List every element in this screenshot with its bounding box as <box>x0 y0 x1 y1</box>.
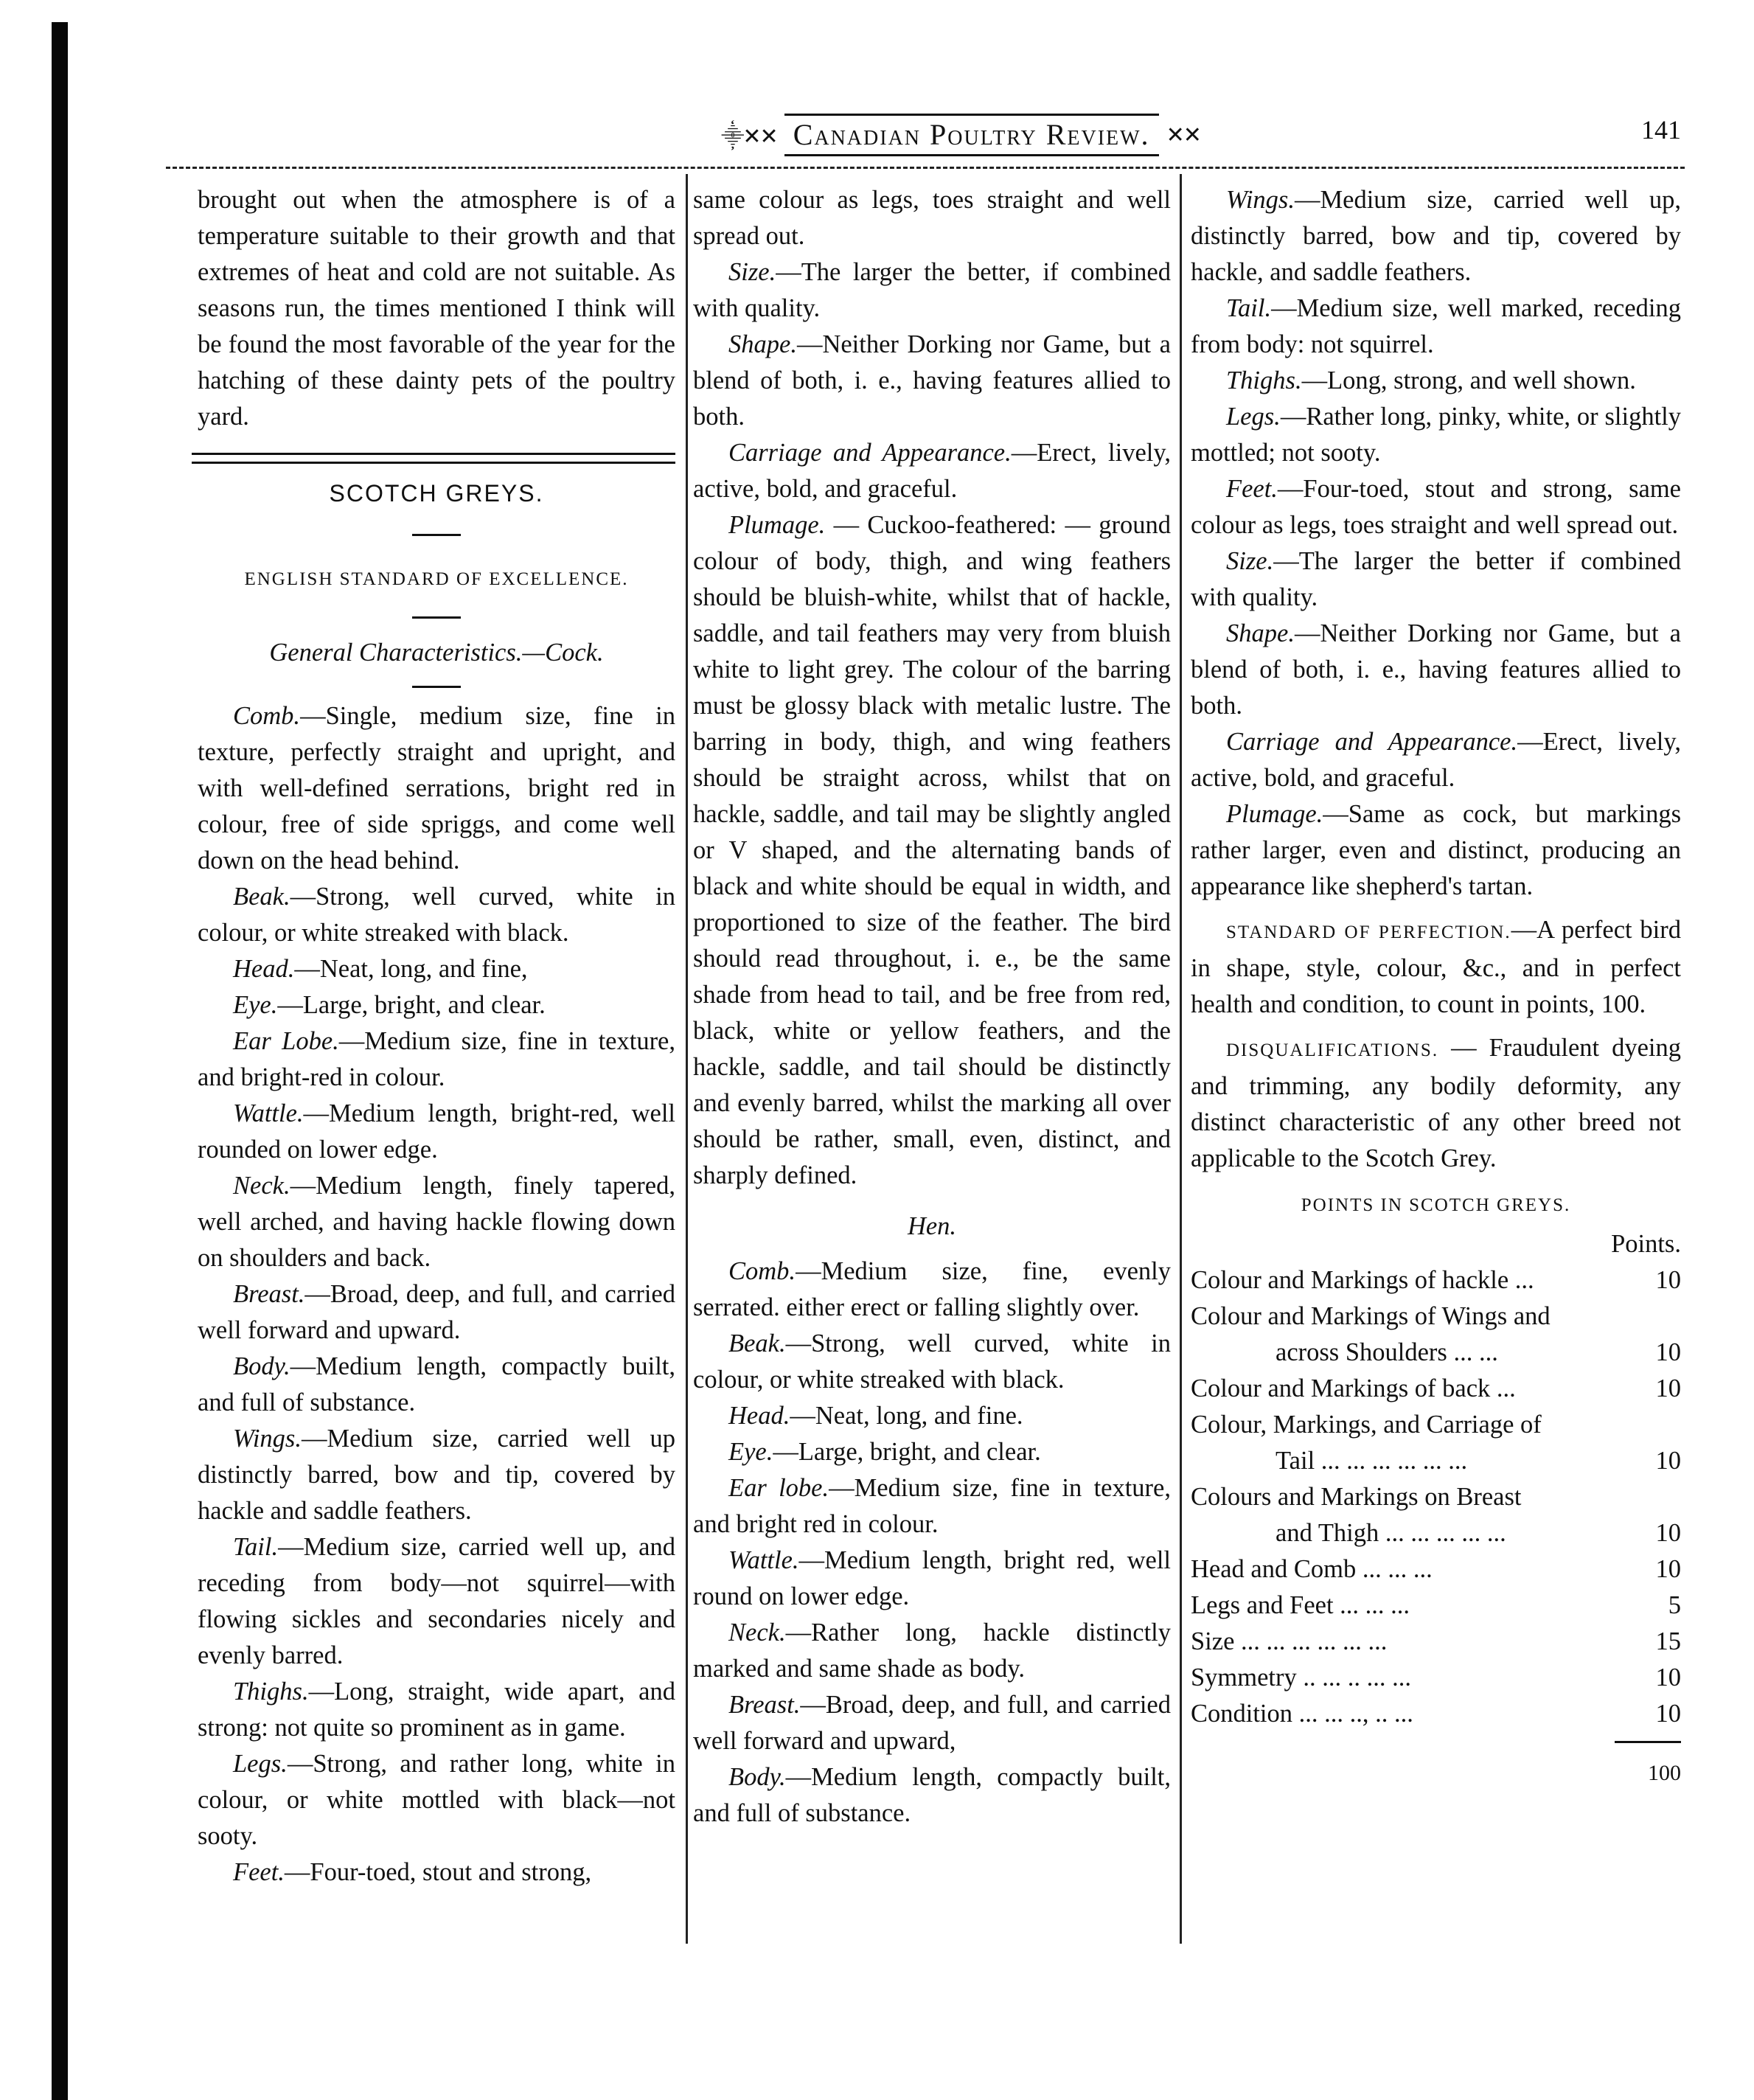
points-row <box>1191 1371 1681 1407</box>
points-row-value: 10 <box>1655 1447 1681 1475</box>
masthead-ornament-right: ✕✕ <box>1166 122 1200 148</box>
cock-standard-entry <box>198 698 675 879</box>
hen-standard-entry-label: Feet. <box>1226 475 1278 503</box>
cock-standard-entry <box>198 1023 675 1096</box>
intro-paragraph: brought out when the atmosphere is of a temperature suitable to their growth and that extremes of heat and cold are not suitable. As seasons run, the times mentioned I think will be found the most favorable of the year for the hatching of these dainty pets of the poultry yard. <box>198 186 675 431</box>
section-title-cock: General Characteristics.—Cock. <box>269 639 604 667</box>
points-row-label: Head and Comb ... ... ... <box>1191 1555 1433 1583</box>
cock-standard-entry-text: —Single, medium size, fine in texture, perfectly straight and upright, and with well-defined serrations, bright red in colour, free of side spriggs, and come well down on the head behind. <box>198 702 675 875</box>
cock-standard-entry <box>198 951 675 987</box>
points-row-continuation-label: across Shoulders ... ... <box>1276 1338 1498 1366</box>
hen-standard-entry-label: Size. <box>1226 547 1274 575</box>
masthead <box>684 111 1237 159</box>
hen-standard-entry <box>1191 616 1681 724</box>
hen-standard-entry <box>1191 291 1681 363</box>
cock-standard-entry-text: —Strong, and rather long, white in colour, or white mottled with black—not sooty. <box>198 1750 675 1850</box>
hen-standard-entry-label: Eye. <box>728 1438 773 1466</box>
cock-standard-entry-text: —Long, straight, wide apart, and strong: not quite so prominent as in game. <box>198 1677 675 1742</box>
column-3 <box>1191 182 1681 1791</box>
points-row-value: 10 <box>1655 1266 1681 1294</box>
hen-standard-entry-text: —Medium size, carried well up, distinctly barred, bow and tip, covered by hackle, and saddle feathers. <box>1191 186 1681 286</box>
cock-standard-entry-label: Head. <box>233 955 295 983</box>
column-divider-2 <box>1180 174 1182 1944</box>
cock-standard-entry <box>198 879 675 951</box>
masthead-ornament-left: ⸎✕✕ <box>721 123 777 150</box>
hen-standard-entry <box>1191 363 1681 399</box>
continued-paragraph: same colour as legs, toes straight and well spread out. <box>693 186 1171 250</box>
points-row-value <box>1615 1407 1681 1443</box>
hen-standard-entry <box>693 1398 1171 1434</box>
cock-standard-entry-label: Body. <box>233 1352 290 1380</box>
hen-standard-entry <box>693 1543 1171 1615</box>
points-row-continuation <box>1191 1515 1681 1551</box>
hen-standard-entry-label: Wings. <box>1226 186 1295 214</box>
cock-standard-entry-label: Neck. <box>233 1172 290 1200</box>
points-total-rule <box>1615 1741 1681 1743</box>
cock-standard-entry-text: —Medium length, compactly built, and full of substance. <box>198 1352 675 1416</box>
points-row-value: 10 <box>1655 1555 1681 1583</box>
points-row <box>1191 1588 1681 1624</box>
hen-standard-entry-text: —Neither Dorking nor Game, but a blend of both, i. e., having features allied to both. <box>1191 619 1681 720</box>
column-divider-1 <box>686 174 688 1944</box>
cock-standard-entry-label: Shape. <box>728 330 797 358</box>
cock-standard-entry <box>198 1349 675 1421</box>
hen-standard-entry-label: Breast. <box>728 1691 801 1719</box>
cock-standard-entry <box>198 1746 675 1854</box>
points-total: 100 <box>1648 1761 1681 1785</box>
hen-standard-entry-label: Shape. <box>1226 619 1295 647</box>
hen-standard-entry-text: —Medium length, bright red, well round on lower edge. <box>693 1546 1171 1610</box>
cock-standard-entry <box>198 1674 675 1746</box>
cock-standard-entry <box>198 1168 675 1276</box>
points-column-label: Points. <box>1611 1230 1681 1258</box>
cock-standard-entry-text: —Medium size, carried well up distinctly barred, bow and tip, covered by hackle and saddle feathers. <box>198 1425 675 1525</box>
points-row-continuation <box>1191 1335 1681 1371</box>
hen-standard-entry <box>1191 399 1681 471</box>
cock-standard-entry <box>693 507 1171 1194</box>
cock-standard-entry-text: —Strong, well curved, white in colour, or white streaked with black. <box>198 883 675 947</box>
cock-standard-entry-label: Breast. <box>233 1280 305 1308</box>
column-1 <box>198 182 675 1891</box>
cock-standard-list <box>198 698 675 1891</box>
points-row <box>1191 1660 1681 1696</box>
cock-standard-entry-label: Wings. <box>233 1425 302 1453</box>
section-double-rule <box>192 453 675 464</box>
article-subheading: ENGLISH STANDARD OF EXCELLENCE. <box>244 569 629 589</box>
cock-standard-entry <box>198 1421 675 1529</box>
points-row-label: Colour and Markings of Wings and <box>1191 1302 1551 1330</box>
hen-standard-entry-text: —Broad, deep, and full, and carried well forward and upward, <box>693 1691 1171 1755</box>
points-row-label: Size ... ... ... ... ... ... <box>1191 1627 1388 1655</box>
points-row-continuation-label: and Thigh ... ... ... ... ... <box>1276 1519 1506 1547</box>
points-row <box>1191 1298 1681 1335</box>
points-row-value: 10 <box>1655 1519 1681 1547</box>
cock-standard-entry-text: —Medium length, bright-red, well rounded on lower edge. <box>198 1099 675 1164</box>
hen-standard-entry-label: Plumage. <box>1226 800 1323 828</box>
points-row-label: Colour and Markings of hackle ... <box>1191 1266 1534 1294</box>
cock-standard-entry-label: Tail. <box>233 1533 279 1561</box>
cock-standard-entry-text: —Broad, deep, and full, and carried well forward and upward. <box>198 1280 675 1344</box>
cock-standard-entry-label: Ear Lobe. <box>233 1027 339 1055</box>
hen-standard-list-continued <box>1191 182 1681 905</box>
hen-standard-entry-text: —The larger the better if combined with quality. <box>1191 547 1681 611</box>
cock-standard-entry-label: Thighs. <box>233 1677 309 1706</box>
short-rule <box>412 534 461 536</box>
points-row-continuation <box>1191 1443 1681 1479</box>
cock-standard-entry-label: Beak. <box>233 883 290 911</box>
cock-standard-entry-label: Eye. <box>233 991 278 1019</box>
cock-standard-entry-text: —Erect, lively, active, bold, and graceful. <box>693 439 1171 503</box>
cock-standard-list-continued <box>693 254 1171 1194</box>
cock-standard-entry-text: —Neither Dorking nor Game, but a blend of both, i. e., having features allied to both. <box>693 330 1171 431</box>
cock-standard-entry <box>693 254 1171 327</box>
hen-standard-entry-label: Carriage and Appearance. <box>1226 728 1518 756</box>
hen-standard-entry-text: —Medium length, compactly built, and full of substance. <box>693 1763 1171 1827</box>
cock-standard-entry-text: —Large, bright, and clear. <box>277 991 546 1019</box>
hen-standard-entry <box>1191 796 1681 905</box>
points-row-value <box>1615 1298 1681 1335</box>
cock-standard-entry <box>198 1096 675 1168</box>
article-heading: SCOTCH GREYS. <box>329 480 544 507</box>
hen-standard-entry-label: Ear lobe. <box>728 1474 829 1502</box>
points-table <box>1191 1262 1681 1732</box>
points-row <box>1191 1407 1681 1443</box>
cock-standard-entry-label: Wattle. <box>233 1099 304 1127</box>
hen-standard-entry-text: —Medium size, well marked, receding from body: not squirrel. <box>1191 294 1681 358</box>
hen-standard-entry <box>693 1615 1171 1687</box>
cock-standard-entry-label: Comb. <box>233 702 301 730</box>
hen-standard-entry <box>693 1326 1171 1398</box>
points-row-label: Colours and Markings on Breast <box>1191 1483 1522 1511</box>
cock-standard-entry-label: Feet. <box>233 1858 285 1886</box>
section-title-hen: Hen. <box>907 1212 957 1240</box>
standard-of-perfection: STANDARD OF PERFECTION.—A perfect bird in shape, style, colour, &c., and in perfect health and condition, to count in points, 100. <box>1191 916 1682 1018</box>
points-row-value: 10 <box>1655 1338 1681 1366</box>
short-rule <box>412 686 461 688</box>
cock-standard-entry-text: —Four-toed, stout and strong, <box>284 1858 592 1886</box>
hen-standard-entry-text: —Long, strong, and well shown. <box>1301 366 1636 394</box>
hen-standard-entry <box>1191 182 1681 291</box>
hen-standard-entry-text: —Medium size, fine in texture, and bright red in colour. <box>693 1474 1171 1538</box>
points-row-value: 5 <box>1668 1591 1681 1619</box>
points-row-value <box>1615 1479 1681 1515</box>
binding-edge <box>52 22 68 2100</box>
points-row-label: Legs and Feet ... ... ... <box>1191 1591 1410 1619</box>
column-2 <box>693 182 1171 1832</box>
points-row-label: Condition ... ... .., .. ... <box>1191 1700 1413 1728</box>
hen-standard-entry-text: —Neat, long, and fine. <box>790 1402 1023 1430</box>
hen-standard-entry <box>1191 471 1681 543</box>
cock-standard-entry-text: — Cuckoo-feathered: — ground colour of body, thigh, and wing feathers should be bluish-white, whilst that of hackle, saddle, and tail feathers may very from bluish white to light grey. The colour of the barring must be glossy black with metalic lustre. The barring in body, thigh, and wing feathers should be straight across, whilst that on hackle, saddle, and tail may be slightly angled or V shaped, and the alternating bands of black and white should be equal in width, and proportioned to size of the feather. The bird should read throughout, i. e., be the same shade from head to tail, and be free from red, black, white or yellow feathers, and the hackle, saddle, and tail should be distinctly and evenly barred, whilst the marking all over should be rather, small, even, distinct, and sharply defined. <box>693 511 1171 1189</box>
hen-standard-entry <box>1191 543 1681 616</box>
hen-standard-entry <box>693 1434 1171 1470</box>
hen-standard-entry-label: Wattle. <box>728 1546 799 1574</box>
hen-standard-entry-label: Tail. <box>1226 294 1272 322</box>
hen-standard-entry-label: Thighs. <box>1226 366 1302 394</box>
points-row-label: Symmetry .. ... .. ... ... <box>1191 1663 1411 1692</box>
hen-standard-entry <box>693 1254 1171 1326</box>
hen-standard-entry-text: —Strong, well curved, white in colour, or white streaked with black. <box>693 1329 1171 1394</box>
top-rule <box>166 167 1685 169</box>
cock-standard-entry <box>693 327 1171 435</box>
hen-standard-entry-text: —Same as cock, but markings rather larger, even and distinct, producing an appearance like shepherd's tartan. <box>1191 800 1681 900</box>
points-row-value: 10 <box>1655 1374 1681 1402</box>
hen-standard-entry-label: Neck. <box>728 1619 786 1647</box>
hen-standard-entry <box>693 1759 1171 1832</box>
points-row <box>1191 1551 1681 1588</box>
cock-standard-entry-text: —The larger the better, if combined with quality. <box>693 258 1171 322</box>
hen-standard-entry-text: —Rather long, pinky, white, or slightly mottled; not sooty. <box>1191 403 1681 467</box>
cock-standard-entry-text: —Medium size, carried well up, and receding from body—not squirrel—with flowing sickles and secondaries nicely and evenly barred. <box>198 1533 675 1669</box>
hen-standard-entry-label: Comb. <box>728 1257 796 1285</box>
points-row-value: 10 <box>1655 1663 1681 1692</box>
disqualifications: DISQUALIFICATIONS. — Fraudulent dyeing and trimming, any bodily deformity, any distinct characteristic of any other breed not applicable to the Scotch Grey. <box>1191 1034 1681 1172</box>
cock-standard-entry-text: —Neat, long, and fine, <box>294 955 528 983</box>
page-number: 141 <box>1641 115 1681 145</box>
points-row-value: 10 <box>1655 1700 1681 1728</box>
points-heading: POINTS IN SCOTCH GREYS. <box>1301 1195 1571 1215</box>
points-row-value: 15 <box>1655 1627 1681 1655</box>
hen-standard-entry <box>693 1687 1171 1759</box>
hen-standard-entry <box>693 1470 1171 1543</box>
hen-standard-entry-label: Beak. <box>728 1329 786 1357</box>
hen-standard-entry-text: —Erect, lively, active, bold, and graceful. <box>1191 728 1681 792</box>
cock-standard-entry-text: —Medium size, fine in texture, and bright-red in colour. <box>198 1027 675 1091</box>
hen-standard-entry-text: —Medium size, fine, evenly serrated. either erect or falling slightly over. <box>693 1257 1171 1321</box>
short-rule <box>412 616 461 619</box>
hen-standard-entry <box>1191 724 1681 796</box>
hen-standard-entry-label: Head. <box>728 1402 790 1430</box>
hen-standard-entry-label: Legs. <box>1226 403 1281 431</box>
hen-standard-entry-text: —Four-toed, stout and strong, same colour as legs, toes straight and well spread out. <box>1191 475 1681 539</box>
hen-standard-entry-text: —Large, bright, and clear. <box>773 1438 1041 1466</box>
cock-standard-entry <box>198 1529 675 1674</box>
points-row-continuation-label: Tail ... ... ... ... ... ... <box>1276 1447 1468 1475</box>
cock-standard-entry <box>198 987 675 1023</box>
masthead-title: Canadian Poultry Review. <box>784 114 1159 156</box>
cock-standard-entry-label: Legs. <box>233 1750 288 1778</box>
points-row <box>1191 1479 1681 1515</box>
cock-standard-entry-label: Size. <box>728 258 776 286</box>
points-row <box>1191 1262 1681 1298</box>
hen-standard-entry-label: Body. <box>728 1763 786 1791</box>
hen-standard-list <box>693 1254 1171 1832</box>
cock-standard-entry-text: —Medium length, finely tapered, well arched, and having hackle flowing down on shoulders and back. <box>198 1172 675 1272</box>
points-row <box>1191 1624 1681 1660</box>
cock-standard-entry-label: Carriage and Appearance. <box>728 439 1012 467</box>
points-row <box>1191 1696 1681 1732</box>
hen-standard-entry-text: —Rather long, hackle distinctly marked and same shade as body. <box>693 1619 1171 1683</box>
cock-standard-entry <box>198 1854 675 1891</box>
cock-standard-entry-label: Plumage. <box>728 511 826 539</box>
points-row-label: Colour and Markings of back ... <box>1191 1374 1516 1402</box>
cock-standard-entry <box>693 435 1171 507</box>
cock-standard-entry <box>198 1276 675 1349</box>
points-row-label: Colour, Markings, and Carriage of <box>1191 1411 1542 1439</box>
